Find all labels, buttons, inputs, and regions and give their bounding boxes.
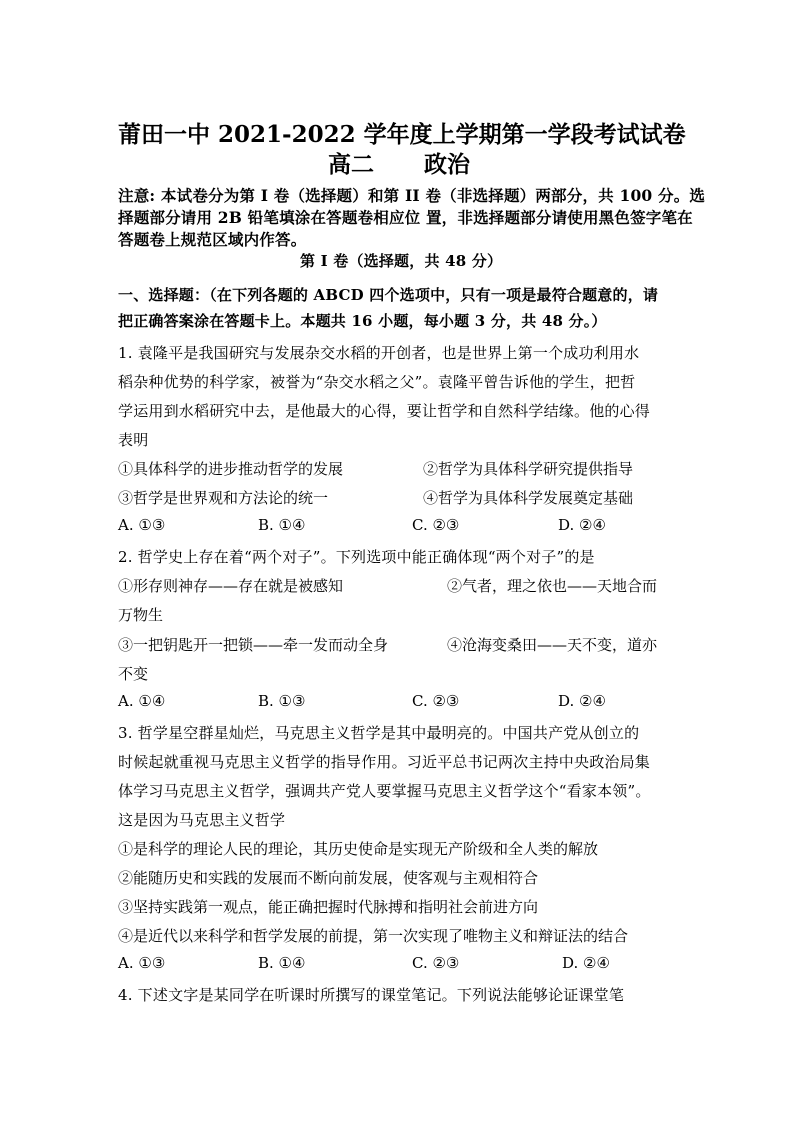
- q4-stem: 4. 下述文字是某同学在听课时所撰写的课堂笔记。下列说法能够论证课堂笔: [118, 986, 625, 1004]
- q1-stem-line-1: 1. 袁隆平是我国研究与发展杂交水稻的开创者，也是世界上第一个成功利用水: [118, 344, 640, 362]
- exam-title: 莆田一中 2021-2022 学年度上学期第一学段考试试卷: [118, 121, 686, 148]
- q2-option-c: C. ②③: [412, 692, 460, 710]
- section-instruction-2: 把正确答案涂在答题卡上。本题共 16 小题，每小题 3 分，共 48 分。）: [118, 312, 607, 330]
- q1-stem-line-2: 稻杂种优势的科学家，被誉为“杂交水稻之父”。袁隆平曾告诉他的学生，把哲: [118, 373, 636, 391]
- q2-statement-4-cont: 不变: [118, 665, 149, 683]
- q1-option-a: A. ①③: [118, 516, 166, 534]
- q3-option-b: B. ①④: [258, 954, 306, 972]
- q3-stem-line-3: 体学习马克思主义哲学，强调共产党人要掌握马克思主义哲学这个“看家本领”。: [118, 782, 651, 800]
- q2-statement-1: ①形存则神存——存在就是被感知: [118, 577, 344, 595]
- q3-option-a: A. ①③: [118, 954, 166, 972]
- section-heading: 第 I 卷（选择题，共 48 分）: [300, 252, 503, 270]
- notice-line-3: 答题卷上规范区域内作答。: [118, 230, 307, 249]
- q2-option-d: D. ②④: [558, 692, 606, 710]
- notice-line-2: 择题部分请用 2B 铅笔填涂在答题卷相应位 置，非选择题部分请使用黑色签字笔在: [118, 208, 693, 227]
- q3-statement-4: ④是近代以来科学和哲学发展的前提，第一次实现了唯物主义和辩证法的结合: [118, 927, 629, 945]
- q1-option-c: C. ②③: [412, 516, 460, 534]
- q1-statement-1: ①具体科学的进步推动哲学的发展: [118, 460, 344, 478]
- q1-option-d: D. ②④: [558, 516, 606, 534]
- q3-statement-1: ①是科学的理论人民的理论，其历史使命是实现无产阶级和全人类的解放: [118, 840, 599, 858]
- q1-statement-4: ④哲学为具体科学发展奠定基础: [423, 489, 634, 507]
- q3-stem-line-4: 这是因为马克思主义哲学: [118, 811, 286, 829]
- q3-stem-line-2: 时候起就重视马克思主义哲学的指导作用。习近平总书记两次主持中央政治局集: [118, 753, 651, 771]
- q2-statement-3: ③一把钥匙开一把锁——牵一发而动全身: [118, 636, 389, 654]
- q2-statement-4: ④沧海变桑田——天不变，道亦: [447, 636, 658, 654]
- q3-option-d: D. ②④: [562, 954, 610, 972]
- q2-statement-2-cont: 万物生: [118, 606, 164, 624]
- q3-statement-2: ②能随历史和实践的发展而不断向前发展，使客观与主观相符合: [118, 869, 539, 887]
- q2-option-a: A. ①④: [118, 692, 166, 710]
- subject-label: 政治: [424, 151, 470, 178]
- q2-option-b: B. ①③: [258, 692, 306, 710]
- q1-stem-line-4: 表明: [118, 431, 149, 449]
- q1-statement-3: ③哲学是世界观和方法论的统一: [118, 489, 329, 507]
- grade-label: 高二: [328, 151, 374, 178]
- q1-statement-2: ②哲学为具体科学研究提供指导: [423, 460, 634, 478]
- q1-stem-line-3: 学运用到水稻研究中去，是他最大的心得，要让哲学和自然科学结缘。他的心得: [118, 402, 651, 420]
- q3-option-c: C. ②③: [412, 954, 460, 972]
- q3-stem-line-1: 3. 哲学星空群星灿烂，马克思主义哲学是其中最明亮的。中国共产党从创立的: [118, 724, 640, 742]
- q1-option-b: B. ①④: [258, 516, 306, 534]
- q2-statement-2: ②气者，理之依也——天地合而: [447, 577, 658, 595]
- q2-stem: 2. 哲学史上存在着“两个对子”。下列选项中能正确体现“两个对子”的是: [118, 548, 595, 566]
- q3-statement-3: ③坚持实践第一观点，能正确把握时代脉搏和指明社会前进方向: [118, 898, 539, 916]
- section-instruction-1: 一、选择题：（在下列各题的 ABCD 四个选项中，只有一项是最符合题意的，请: [118, 286, 659, 304]
- notice-line-1: 注意: 本试卷分为第 I 卷（选择题）和第 II 卷（非选择题）两部分，共 100 分。选: [118, 186, 706, 205]
